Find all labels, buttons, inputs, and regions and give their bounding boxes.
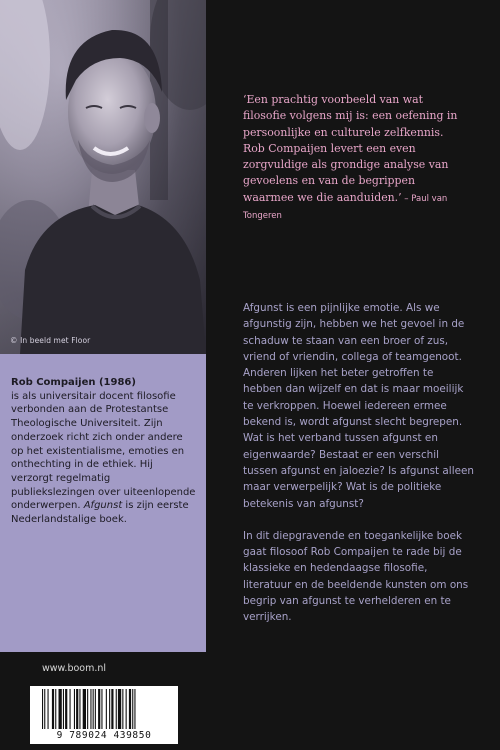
author-portrait-illustration: [0, 0, 206, 354]
barcode-bar: [52, 689, 54, 729]
barcode-bar: [95, 689, 96, 729]
bio-text-end: is zijn eerste Nederlandstalige boek.: [11, 500, 189, 526]
bio-book-title: Afgunst: [83, 500, 123, 512]
barcode-bar: [65, 689, 67, 729]
barcode-bar: [63, 689, 64, 729]
author-name: Rob Compaijen (1986): [11, 377, 136, 388]
barcode-bar: [70, 689, 71, 729]
barcode-bar: [118, 689, 121, 729]
barcode-bar: [87, 689, 88, 729]
barcode-bar: [111, 689, 113, 729]
author-bio-panel: [0, 354, 206, 652]
barcode-bar: [116, 689, 117, 729]
barcode-bar: [76, 689, 78, 729]
barcode-bar: [106, 689, 107, 729]
barcode-bar: [98, 689, 100, 729]
barcode-bars: [42, 689, 166, 729]
author-photo: [0, 0, 206, 354]
isbn-digits: 9 789024 439850: [56, 730, 152, 741]
book-description: [243, 300, 475, 642]
barcode-bar: [74, 689, 75, 729]
barcode-bar: [83, 689, 86, 729]
barcode-bar: [122, 689, 123, 729]
barcode-bar: [93, 689, 94, 729]
barcode-bar: [90, 689, 91, 729]
barcode-bar: [44, 689, 45, 729]
barcode-bar: [55, 689, 56, 729]
barcode-bar: [126, 689, 127, 729]
quote-text: ‘Een prachtig voorbeeld van wat filosofie volgens mij is: een oefening in persoonlijke en culturele zelfkennis. Rob Compaijen levert een even zorgvuldige als grondige analyse van gevoelens en van de begrippen waarmee we die aanduiden.’: [243, 93, 458, 204]
author-bio: [11, 376, 197, 527]
barcode-bar: [129, 689, 131, 729]
isbn-barcode: [30, 686, 178, 744]
barcode-bar: [134, 689, 135, 729]
photo-credit: © In beeld met Floor: [10, 336, 91, 345]
description-paragraph-1: Afgunst is een pijnlijke emotie. Als we afgunstig zijn, hebben we het gevoel in de schaduw te staan van een broer of zus, vriend of vriendin, collega of teamgenoot. Anderen lijken het beter getroffen te hebben dan wijzelf en dat is maar moeilijk te verkroppen. Hoewel iedereen ermee bekend is, wordt afgunst slecht begrepen. Wat is het verband tussen afgunst en eigenwaarde? Bestaat er een verschil tussen afgunst en jaloezie? Is afgunst alleen maar verwerpelijk? Wat is de politieke betekenis van afgunst?: [243, 302, 474, 510]
quote-author: – Paul van Tongeren: [243, 193, 448, 222]
barcode-bar: [42, 689, 43, 729]
barcode-bar: [79, 689, 80, 729]
barcode-bar: [59, 689, 62, 729]
review-quote: [243, 92, 468, 224]
description-paragraph-2: In dit diepgravende en toegankelijke boek gaat filosoof Rob Compaijen te rade bij de klassieke en hedendaagse filosofie, literatuur en de beeldende kunsten om ons begrip van afgunst te verhelderen en te verrijken.: [243, 529, 469, 624]
bio-text: is als universitair docent filosofie verbonden aan de Protestantse Theologische Universiteit. Zijn onderzoek richt zich onder andere op het existentialisme, emoties en onthechting in de ethiek. Hij verzorgt regelmatig publiekslezingen over uiteenlopende onderwerpen.: [11, 390, 196, 512]
barcode-bar: [132, 689, 133, 729]
barcode-bar: [101, 689, 102, 729]
barcode-bar: [109, 689, 110, 729]
barcode-bar: [48, 689, 49, 729]
publisher-website: www.boom.nl: [42, 663, 107, 674]
